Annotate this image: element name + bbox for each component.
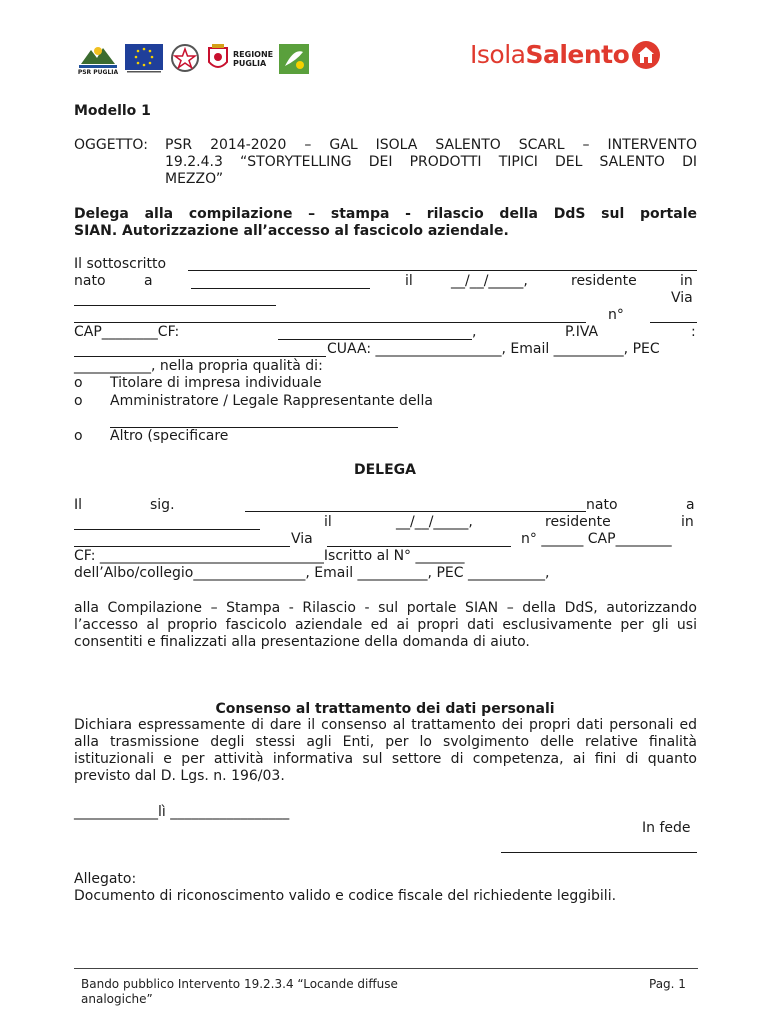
residence-city-field[interactable] [74,305,276,306]
delegate-a-label: a [686,497,695,513]
option-1-label: Titolare di impresa individuale [110,375,322,391]
delegate-number-cap-line[interactable]: n° ______ CAP________ [521,531,672,547]
footer-left-line-1: Bando pubblico Intervento 19.2.3.4 “Locande diffuse [81,977,398,991]
oggetto-line-2: 19.2.4.3 “STORYTELLING DEI PRODOTTI TIPICI DEL SALENTO DI [165,154,697,170]
delega-title-line-1: Delega alla compilazione – stampa - rilascio della DdS sul portale [74,206,697,222]
allegato-label: Allegato: [74,871,137,887]
delegate-nato-label: nato [586,497,618,513]
eu-flag-logo [125,44,163,74]
delega-heading: DELEGA [354,462,416,478]
regione-puglia-text: REGIONE PUGLIA [233,50,274,68]
delegate-birthdate-field[interactable]: __/__/_____, [396,514,473,530]
delegate-sig-label: sig. [150,497,175,513]
delega-title-line-2: SIAN. Autorizzazione all’accesso al fascicolo aziendale. [74,223,509,239]
option-2-bullet[interactable]: o [74,393,83,409]
piva-label: P.IVA [565,324,599,340]
piva-field[interactable] [74,356,326,357]
birthdate-field[interactable]: __/__/_____, [451,273,528,289]
in-label: in [680,273,693,289]
model-label: Modello 1 [74,103,151,119]
a-label: a [144,273,153,289]
delegate-in-label: in [681,514,694,530]
oggetto-line-3: MEZZO” [165,171,224,187]
place-date-line[interactable]: ____________lì _________________ [74,804,290,820]
delegate-cf-line[interactable]: CF: ________________________________Iscritto al N° _______ [74,548,465,564]
regione-puglia-logo [207,44,273,74]
nato-label: nato [74,273,106,289]
street-field[interactable] [74,322,586,323]
psr-puglia-logo-text: PSR PUGLIA [77,69,119,76]
option-3-label: Altro (specificare [110,428,229,444]
brand-circle-icon [631,40,661,70]
isola-salento-logo [470,38,661,70]
delegate-name-field[interactable] [245,511,586,512]
il-label: il [405,273,413,289]
psr-puglia-logo [77,42,119,76]
piva-colon: : [691,324,696,340]
qualita-line: ___________, nella propria qualità di: [74,358,323,374]
cuaa-email-pec-line[interactable]: CUAA: __________________, Email __________, PEC [327,341,660,357]
number-label: n° [608,307,624,323]
compilazione-paragraph: alla Compilazione – Stampa - Rilascio - sul portale SIAN – della DdS, autorizzando l’accesso al proprio fascicolo aziendale ed ai propri dati esclusivamente per gli usi consentiti e finalizzati alla presentazione della domanda di aiuto. [74,600,697,650]
signature-field[interactable] [501,852,697,853]
leader-logo [279,44,309,74]
birthplace-field[interactable] [191,288,370,289]
via-label: Via [671,290,693,306]
sottoscritto-label: Il sottoscritto [74,256,167,272]
street-number-field[interactable] [650,322,697,323]
in-fede-label: In fede [642,820,691,836]
brand-bold-text: Salento [525,39,630,69]
cf-comma: , [472,324,477,340]
delegate-via-label: Via [291,531,313,547]
delegate-street-field[interactable] [327,546,511,547]
delegate-residente-label: residente [545,514,611,530]
cf-field[interactable] [278,339,472,340]
sottoscritto-field[interactable] [188,270,697,271]
option-1-bullet[interactable]: o [74,375,83,391]
consenso-paragraph: Dichiara espressamente di dare il consenso al trattamento dei propri dati personali ed alla trasmissione degli stessi agli Enti, per lo svolgimento delle relative finalità istituzionali e per attività informativa sul settore di competenza, ai fini di quanto previsto dal D. Lgs. n. 196/03. [74,717,697,784]
oggetto-line-1: PSR 2014-2020 – GAL ISOLA SALENTO SCARL – INTERVENTO [165,137,697,153]
cap-cf-label: CAP________CF: [74,324,180,340]
option-3-bullet[interactable]: o [74,428,83,444]
delegate-birthplace-field[interactable] [74,529,260,530]
residente-label: residente [571,273,637,289]
footer-page-number: Pag. 1 [649,977,686,991]
funding-logos [77,42,309,76]
brand-name [470,40,629,69]
allegato-text: Documento di riconoscimento valido e codice fiscale del richiedente leggibili. [74,888,617,904]
footer-left-line-2: analogiche” [81,992,153,1006]
footer-divider [74,968,698,969]
option-2-label: Amministratore / Legale Rappresentante della [110,393,433,409]
delegate-il2-label: il [324,514,332,530]
delegate-il-label: Il [74,497,83,513]
oggetto-label: OGGETTO: [74,137,148,153]
brand-light-text: Isola [470,39,526,69]
italy-emblem-logo [169,42,201,76]
consenso-title: Consenso al trattamento dei dati personali [215,701,555,717]
delegate-city-field[interactable] [74,546,290,547]
delegate-albo-line[interactable]: dell’Albo/collegio________________, Email __________, PEC ___________, [74,565,550,581]
